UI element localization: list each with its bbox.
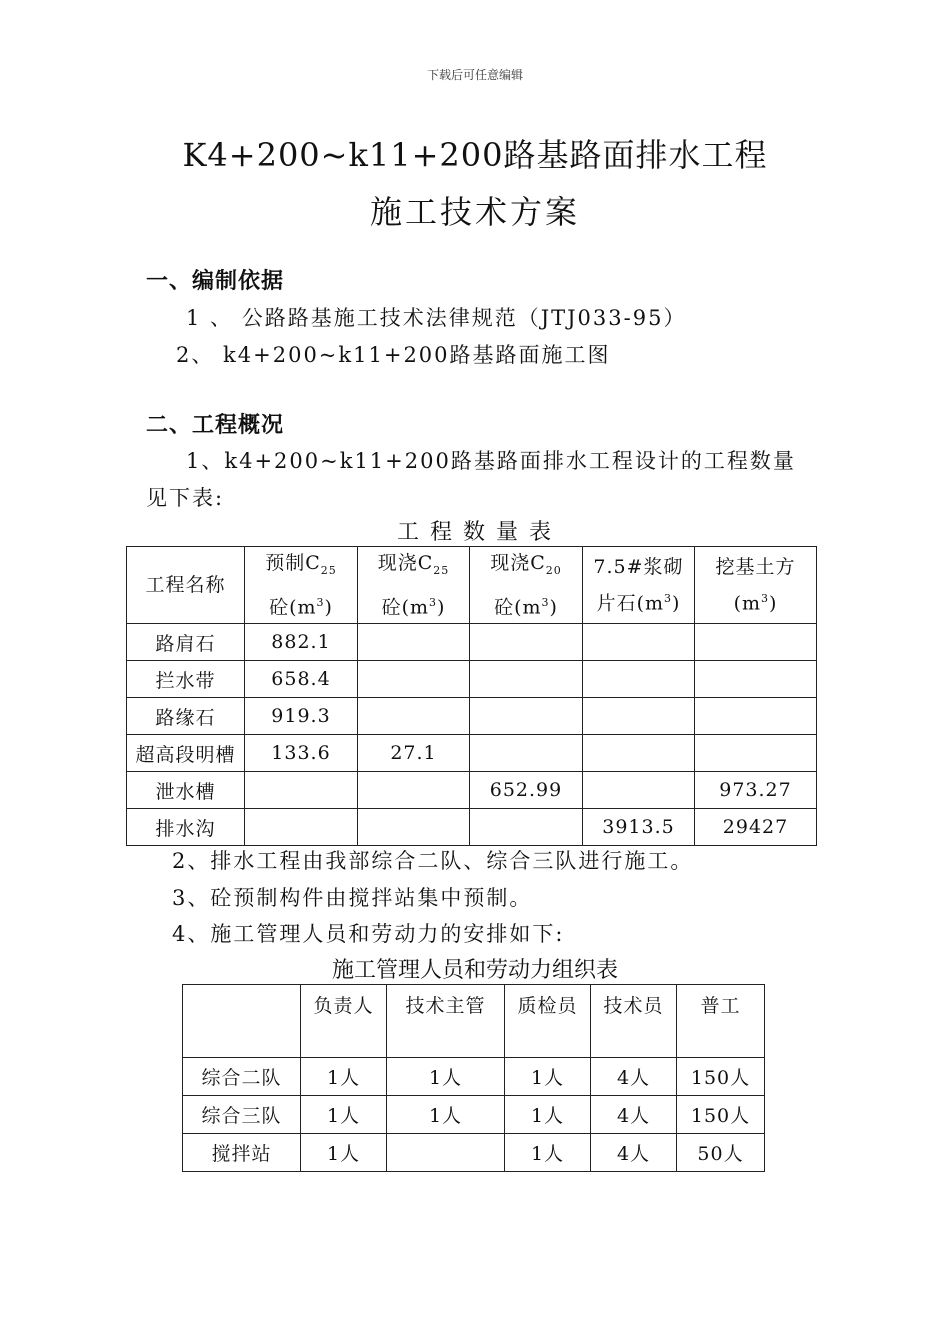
table-cell (358, 624, 470, 661)
header-cell: 7.5#浆砌 片石$(m^3)$ (583, 547, 695, 624)
basis-item-2: 2、 k4+200~k11+200路基路面施工图 (176, 343, 611, 367)
table-cell (583, 772, 695, 809)
table-cell: 路肩石 (127, 624, 245, 661)
table-cell: 搅拌站 (183, 1134, 301, 1172)
table-cell (470, 809, 583, 846)
table-cell (695, 735, 817, 772)
table-cell (358, 772, 470, 809)
table-cell: 3913.5 (583, 809, 695, 846)
table-row (127, 772, 817, 809)
table-cell (470, 698, 583, 735)
staff-table (182, 984, 765, 1172)
table-cell: 133.6 (245, 735, 358, 772)
overview-para1-line1: 1、k4+200~k11+200路基路面排水工程设计的工程数量 (186, 449, 796, 473)
header-cell: 普工 (677, 985, 765, 1058)
table-cell: 1人 (387, 1058, 505, 1096)
basis-item-1: 1 、 公路路基施工技术法律规范（JTJ033-95） (186, 306, 687, 330)
table-cell (695, 624, 817, 661)
table-cell: 1人 (505, 1058, 591, 1096)
table-cell (695, 661, 817, 698)
document-subtitle: 施工技术方案 (369, 193, 580, 231)
table-cell: 150人 (677, 1096, 765, 1134)
table-cell: 1人 (301, 1096, 387, 1134)
table-row (127, 735, 817, 772)
section2-heading: 二、工程概况 (146, 413, 285, 438)
overview-para1-line2: 见下表: (146, 486, 225, 510)
header-cell: 预制$C_{25}$ 砼$(m^3)$ (245, 547, 358, 624)
overview-para3: 3、砼预制构件由搅拌站集中预制。 (172, 886, 533, 910)
table-cell (583, 698, 695, 735)
table-cell: 919.3 (245, 698, 358, 735)
table-cell (583, 661, 695, 698)
table-cell (470, 735, 583, 772)
table-cell: 1人 (387, 1096, 505, 1134)
table-cell: 1人 (301, 1134, 387, 1172)
table-row (183, 1096, 765, 1134)
table-cell: 4人 (591, 1096, 677, 1134)
header-cell: 负责人 (301, 985, 387, 1058)
table-cell: 4人 (591, 1058, 677, 1096)
header-cell: 技术员 (591, 985, 677, 1058)
table-cell: 路缘石 (127, 698, 245, 735)
header-cell: 挖基土方 $(m^3)$ (695, 547, 817, 624)
table-cell: 排水沟 (127, 809, 245, 846)
table-cell (245, 772, 358, 809)
header-note: 下载后可任意编辑 (426, 68, 523, 82)
table-row (127, 624, 817, 661)
table-cell: 超高段明槽 (127, 735, 245, 772)
table-header-row (183, 985, 765, 1058)
table-cell: 29427 (695, 809, 817, 846)
table-cell: 1人 (301, 1058, 387, 1096)
table-cell: 652.99 (470, 772, 583, 809)
table-cell: 27.1 (358, 735, 470, 772)
table-row (127, 809, 817, 846)
table-cell (695, 698, 817, 735)
table-cell: 4人 (591, 1134, 677, 1172)
table-cell (470, 624, 583, 661)
table-cell: 1人 (505, 1134, 591, 1172)
table-cell (583, 624, 695, 661)
table-cell: 882.1 (245, 624, 358, 661)
table-cell (358, 661, 470, 698)
section1-heading: 一、编制依据 (146, 269, 285, 294)
quantity-table (126, 546, 817, 846)
table-cell (387, 1134, 505, 1172)
table-cell: 拦水带 (127, 661, 245, 698)
table-cell (358, 809, 470, 846)
header-cell: 现浇$C_{25}$ 砼$(m^3)$ (358, 547, 470, 624)
header-cell: 技术主管 (387, 985, 505, 1058)
overview-para2: 2、排水工程由我部综合二队、综合三队进行施工。 (172, 849, 694, 873)
table-row (127, 698, 817, 735)
document-title: K4+200~k11+200路基路面排水工程 (182, 136, 768, 174)
table2-caption: 施工管理人员和劳动力组织表 (331, 958, 618, 983)
table-cell: 50人 (677, 1134, 765, 1172)
table-cell: 泄水槽 (127, 772, 245, 809)
table-cell: 658.4 (245, 661, 358, 698)
table-cell (470, 661, 583, 698)
table-row (183, 1134, 765, 1172)
table-row (183, 1058, 765, 1096)
header-cell: 质检员 (505, 985, 591, 1058)
header-cell: 工程名称 (127, 547, 245, 624)
table1-caption: 工 程 数 量 表 (397, 520, 553, 545)
table-cell: 973.27 (695, 772, 817, 809)
overview-para4: 4、施工管理人员和劳动力的安排如下: (172, 922, 565, 946)
table-row (127, 661, 817, 698)
table-cell (358, 698, 470, 735)
table-cell: 150人 (677, 1058, 765, 1096)
table-cell (583, 735, 695, 772)
table-cell (245, 809, 358, 846)
table-header-row (127, 547, 817, 624)
table-cell: 综合三队 (183, 1096, 301, 1134)
header-cell: 现浇$C_{20}$ 砼$(m^3)$ (470, 547, 583, 624)
header-cell (183, 985, 301, 1058)
table-cell: 综合二队 (183, 1058, 301, 1096)
table-cell: 1人 (505, 1096, 591, 1134)
